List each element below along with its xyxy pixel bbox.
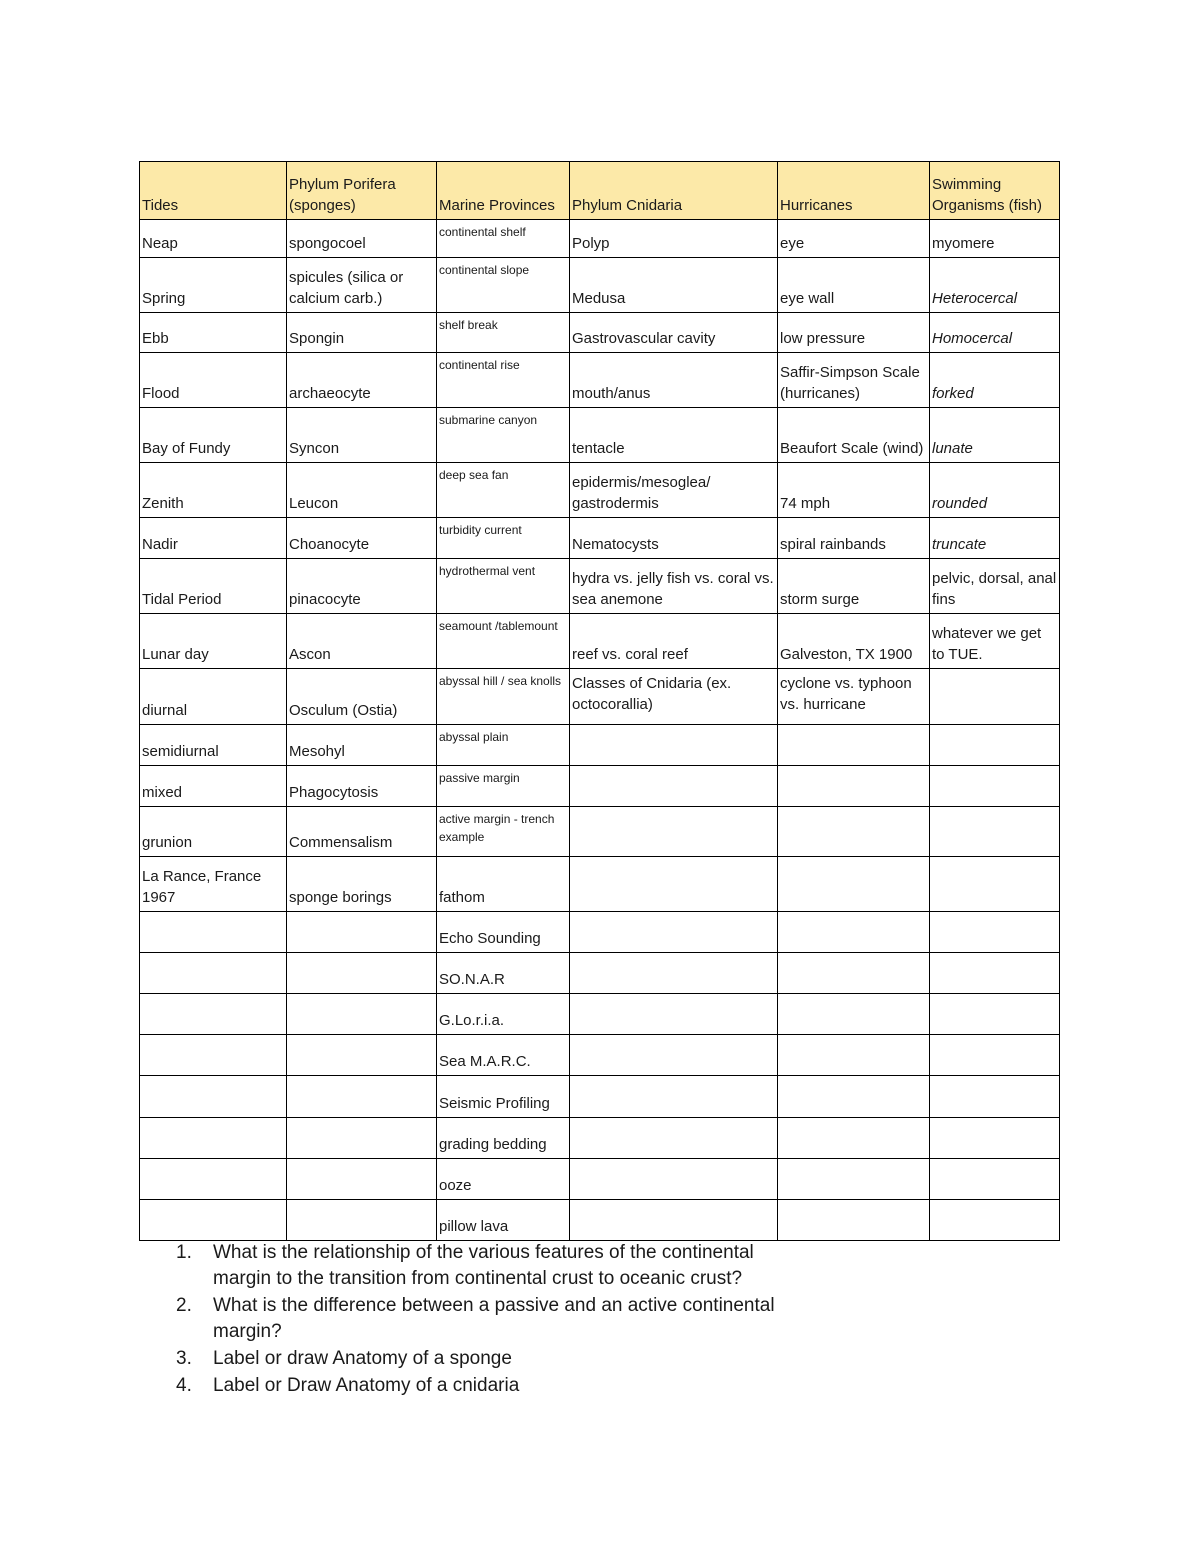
table-cell — [140, 912, 287, 953]
table-cell — [570, 1118, 778, 1159]
table-cell — [140, 994, 287, 1035]
table-cell: passive margin — [437, 766, 570, 807]
table-cell: submarine canyon — [437, 408, 570, 463]
table-cell: Zenith — [140, 463, 287, 518]
table-cell: eye — [778, 220, 930, 258]
table-cell: whatever we get to TUE. — [930, 614, 1060, 669]
table-cell: Choanocyte — [287, 518, 437, 559]
table-cell — [140, 1159, 287, 1200]
table-cell: spongocoel — [287, 220, 437, 258]
question-number: 3. — [176, 1348, 192, 1369]
table-cell: Gastrovascular cavity — [570, 313, 778, 353]
table-cell: Leucon — [287, 463, 437, 518]
table-cell — [570, 725, 778, 766]
study-table — [139, 161, 1060, 1241]
table-cell: pillow lava — [437, 1200, 570, 1241]
table-cell — [930, 766, 1060, 807]
table-cell — [778, 994, 930, 1035]
table-cell: truncate — [930, 518, 1060, 559]
question-number: 4. — [176, 1375, 192, 1396]
table-cell — [287, 1200, 437, 1241]
table-cell — [287, 1159, 437, 1200]
table-cell: G.Lo.r.i.a. — [437, 994, 570, 1035]
question-list — [176, 1240, 796, 1400]
table-cell — [778, 1159, 930, 1200]
table-cell: Sea M.A.R.C. — [437, 1035, 570, 1076]
table-cell: epidermis/mesoglea/ gastrodermis — [570, 463, 778, 518]
table-row — [140, 857, 1060, 912]
table-cell — [140, 953, 287, 994]
table-cell: Spring — [140, 258, 287, 313]
table-cell: eye wall — [778, 258, 930, 313]
table-cell — [930, 912, 1060, 953]
table-cell — [570, 912, 778, 953]
table-cell: Osculum (Ostia) — [287, 669, 437, 725]
table-cell — [778, 1200, 930, 1241]
table-cell: pinacocyte — [287, 559, 437, 614]
table-cell — [570, 857, 778, 912]
question-item — [176, 1240, 796, 1292]
column-header: Tides — [140, 162, 287, 220]
table-cell: Heterocercal — [930, 258, 1060, 313]
table-cell: La Rance, France 1967 — [140, 857, 287, 912]
table-cell: spicules (silica or calcium carb.) — [287, 258, 437, 313]
table-cell — [287, 912, 437, 953]
table-cell — [570, 766, 778, 807]
table-cell — [287, 953, 437, 994]
question-item — [176, 1373, 796, 1399]
study-table-body — [140, 162, 1060, 1241]
table-row — [140, 1118, 1060, 1159]
column-header: Swimming Organisms (fish) — [930, 162, 1060, 220]
table-cell — [930, 669, 1060, 725]
table-cell — [930, 1118, 1060, 1159]
table-cell: continental shelf — [437, 220, 570, 258]
header-row — [140, 162, 1060, 220]
table-cell — [140, 1118, 287, 1159]
table-cell — [140, 1200, 287, 1241]
table-cell: Homocercal — [930, 313, 1060, 353]
table-cell: mouth/anus — [570, 353, 778, 408]
table-cell — [287, 994, 437, 1035]
table-cell: mixed — [140, 766, 287, 807]
table-cell — [778, 1076, 930, 1118]
table-cell: myomere — [930, 220, 1060, 258]
table-cell: Nadir — [140, 518, 287, 559]
table-cell — [930, 1159, 1060, 1200]
question-item — [176, 1346, 796, 1372]
table-cell — [778, 766, 930, 807]
table-row — [140, 953, 1060, 994]
table-cell: Syncon — [287, 408, 437, 463]
table-cell: turbidity current — [437, 518, 570, 559]
table-cell: Lunar day — [140, 614, 287, 669]
table-row — [140, 1159, 1060, 1200]
table-row — [140, 408, 1060, 463]
table-cell — [930, 994, 1060, 1035]
table-cell: abyssal hill / sea knolls — [437, 669, 570, 725]
table-row — [140, 463, 1060, 518]
table-cell: spiral rainbands — [778, 518, 930, 559]
table-cell: Seismic Profiling — [437, 1076, 570, 1118]
question-text: Label or draw Anatomy of a sponge — [213, 1348, 512, 1369]
table-row — [140, 518, 1060, 559]
table-cell: tentacle — [570, 408, 778, 463]
table-cell: lunate — [930, 408, 1060, 463]
table-row — [140, 994, 1060, 1035]
question-text: What is the difference between a passive and an active continental margin? — [213, 1295, 775, 1342]
table-cell: forked — [930, 353, 1060, 408]
table-cell: diurnal — [140, 669, 287, 725]
table-cell — [570, 1076, 778, 1118]
question-text: Label or Draw Anatomy of a cnidaria — [213, 1375, 520, 1396]
table-cell: Mesohyl — [287, 725, 437, 766]
table-cell: grunion — [140, 807, 287, 857]
column-header: Phylum Porifera (sponges) — [287, 162, 437, 220]
table-cell — [778, 1035, 930, 1076]
table-cell: Ebb — [140, 313, 287, 353]
table-row — [140, 725, 1060, 766]
table-cell: Medusa — [570, 258, 778, 313]
table-cell: Ascon — [287, 614, 437, 669]
table-cell: Bay of Fundy — [140, 408, 287, 463]
table-cell — [570, 1035, 778, 1076]
table-cell: continental slope — [437, 258, 570, 313]
table-cell — [930, 807, 1060, 857]
table-cell: Nematocysts — [570, 518, 778, 559]
table-cell — [930, 953, 1060, 994]
table-cell — [930, 1200, 1060, 1241]
table-cell: Beaufort Scale (wind) — [778, 408, 930, 463]
table-cell: active margin - trench example — [437, 807, 570, 857]
table-cell: SO.N.A.R — [437, 953, 570, 994]
table-row — [140, 1200, 1060, 1241]
table-cell: seamount /tablemount — [437, 614, 570, 669]
table-cell — [287, 1076, 437, 1118]
table-cell: Saffir-Simpson Scale (hurricanes) — [778, 353, 930, 408]
table-row — [140, 220, 1060, 258]
table-cell: cyclone vs. typhoon vs. hurricane — [778, 669, 930, 725]
table-row — [140, 807, 1060, 857]
column-header: Hurricanes — [778, 162, 930, 220]
table-cell: Galveston, TX 1900 — [778, 614, 930, 669]
table-row — [140, 669, 1060, 725]
table-cell: 74 mph — [778, 463, 930, 518]
table-cell: Flood — [140, 353, 287, 408]
table-cell — [930, 725, 1060, 766]
table-cell: ooze — [437, 1159, 570, 1200]
question-number: 1. — [176, 1242, 192, 1263]
table-cell — [140, 1076, 287, 1118]
table-cell: Echo Sounding — [437, 912, 570, 953]
table-cell — [778, 807, 930, 857]
table-cell: low pressure — [778, 313, 930, 353]
table-row — [140, 1035, 1060, 1076]
table-cell — [287, 1118, 437, 1159]
table-cell: Spongin — [287, 313, 437, 353]
table-cell: continental rise — [437, 353, 570, 408]
table-cell: storm surge — [778, 559, 930, 614]
table-row — [140, 614, 1060, 669]
column-header: Marine Provinces — [437, 162, 570, 220]
table-cell: semidiurnal — [140, 725, 287, 766]
table-cell: rounded — [930, 463, 1060, 518]
table-cell: Neap — [140, 220, 287, 258]
table-cell: fathom — [437, 857, 570, 912]
table-row — [140, 766, 1060, 807]
table-cell: reef vs. coral reef — [570, 614, 778, 669]
table-cell — [778, 725, 930, 766]
table-cell — [570, 953, 778, 994]
table-row — [140, 912, 1060, 953]
table-row — [140, 313, 1060, 353]
table-cell: pelvic, dorsal, anal fins — [930, 559, 1060, 614]
question-item — [176, 1293, 796, 1345]
table-cell — [930, 1035, 1060, 1076]
table-cell: hydrothermal vent — [437, 559, 570, 614]
table-cell — [570, 1200, 778, 1241]
table-cell — [778, 953, 930, 994]
table-cell — [778, 857, 930, 912]
column-header: Phylum Cnidaria — [570, 162, 778, 220]
table-cell — [570, 1159, 778, 1200]
table-cell — [287, 1035, 437, 1076]
table-cell: archaeocyte — [287, 353, 437, 408]
question-number: 2. — [176, 1295, 192, 1316]
table-cell: hydra vs. jelly fish vs. coral vs. sea anemone — [570, 559, 778, 614]
table-row — [140, 1076, 1060, 1118]
table-cell: Classes of Cnidaria (ex. octocorallia) — [570, 669, 778, 725]
table-cell: Phagocytosis — [287, 766, 437, 807]
table-row — [140, 258, 1060, 313]
table-row — [140, 353, 1060, 408]
table-cell — [570, 994, 778, 1035]
table-cell — [930, 1076, 1060, 1118]
table-cell — [930, 857, 1060, 912]
table-cell — [778, 912, 930, 953]
table-cell: Commensalism — [287, 807, 437, 857]
table-cell: Polyp — [570, 220, 778, 258]
table-cell — [140, 1035, 287, 1076]
table-cell: Tidal Period — [140, 559, 287, 614]
table-row — [140, 559, 1060, 614]
table-cell: grading bedding — [437, 1118, 570, 1159]
table-cell: sponge borings — [287, 857, 437, 912]
table-cell — [570, 807, 778, 857]
question-text: What is the relationship of the various features of the continental margin to the transition from continental crust to oceanic crust? — [213, 1242, 754, 1289]
table-cell: deep sea fan — [437, 463, 570, 518]
table-cell: abyssal plain — [437, 725, 570, 766]
table-cell: shelf break — [437, 313, 570, 353]
table-cell — [778, 1118, 930, 1159]
